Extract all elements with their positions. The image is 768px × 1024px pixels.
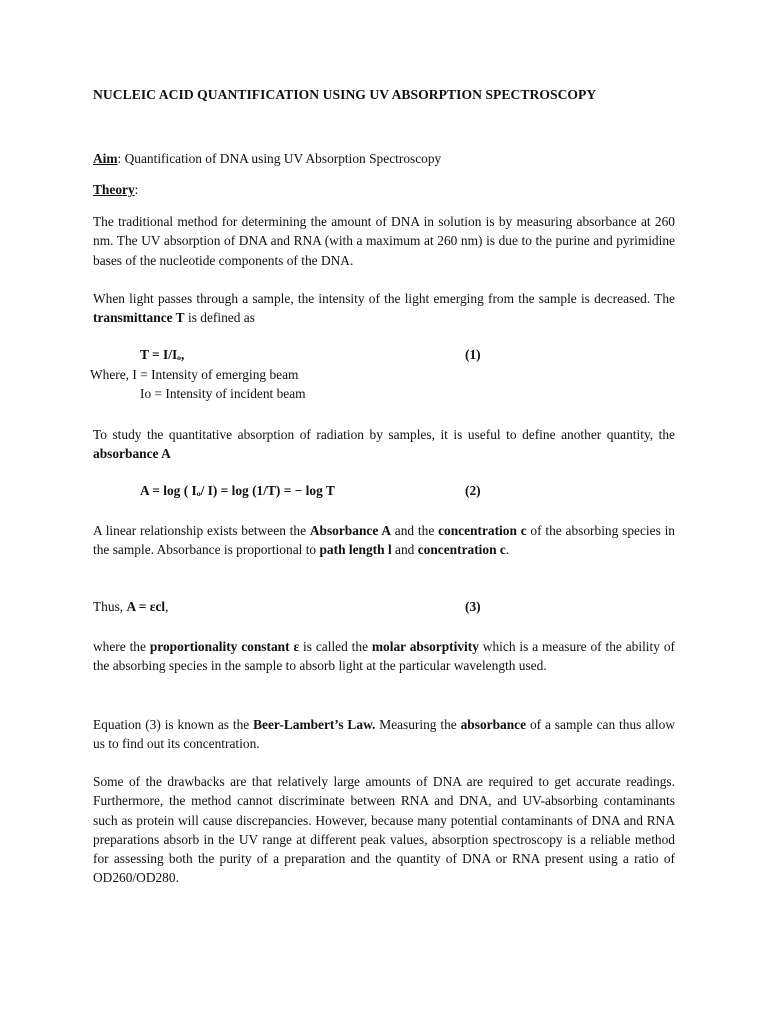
equation-3-expression: A = εcl — [126, 599, 166, 614]
term-absorbance: absorbance — [460, 717, 527, 732]
text-run: of the absorbing species in the sample. Absorbance is proportional to — [93, 523, 675, 558]
aim-line — [93, 151, 675, 167]
text-run: is called the — [299, 639, 372, 654]
equation-3-number: (3) — [465, 599, 481, 614]
equation-2-number: (2) — [465, 483, 481, 498]
equation-2 — [93, 483, 675, 503]
term-molar-absorptivity: molar absorptivity — [371, 639, 479, 654]
aim-label: Aim — [93, 151, 118, 166]
text-run: and — [391, 542, 418, 558]
paragraph-dna-measurement: The traditional method for determining the amount of DNA in solution is by measuring absorbance at 260 nm. The UV absorption of DNA and RNA (with a maximum at 260 nm) is due to the purine and pyrimidine bases of the nucleotide components of the DNA. — [93, 214, 675, 268]
page-title: NUCLEIC ACID QUANTIFICATION USING UV ABSORPTION SPECTROSCOPY — [93, 87, 597, 102]
term-beer-lambert-law: Beer-Lambert’s Law. — [253, 717, 376, 732]
paragraph-molar-absorptivity — [93, 637, 675, 676]
text-run: Measuring the — [375, 717, 461, 732]
text-run: , — [165, 599, 169, 614]
equation-1-expression: T = I/Iₒ, — [140, 347, 185, 362]
aim-text: : Quantification of DNA using UV Absorption Spectroscopy — [117, 151, 442, 166]
equation-1-number: (1) — [465, 347, 481, 362]
text-run: When light passes through a sample, the intensity of the light emerging from the sample is decreased. The — [93, 291, 675, 306]
theory-heading — [93, 182, 675, 198]
where-line-2: Io = Intensity of incident beam — [140, 386, 306, 401]
paragraph-absorbance — [93, 425, 675, 464]
paragraph-drawbacks: Some of the drawbacks are that relatively large amounts of DNA are required to get accurate readings. Furthermore, the method cannot discriminate between RNA and DNA, and UV-absorbing contaminants such as protein will cause discrepancies. However, because many potential contaminants of DNA and RNA preparations absorb in the UV range at different peak values, absorption spectroscopy is a reliable method for assessing both the purity of a preparation and the quantity of DNA or RNA present using a ratio of OD260/OD280. — [93, 774, 675, 886]
theory-label: Theory — [93, 182, 135, 197]
paragraph-beer-lambert — [93, 715, 675, 754]
term-transmittance: transmittance T — [93, 310, 185, 326]
term-absorbance-a: Absorbance A — [309, 523, 391, 538]
equation-3 — [93, 599, 675, 619]
text-run: of a sample can thus allow us to find out its concentration. — [93, 717, 675, 752]
text-run: is defined as — [184, 310, 255, 326]
text-run: and the — [391, 523, 439, 538]
equation-2-expression: A = log ( Iₒ/ I) = log (1/T) = − log T — [140, 483, 335, 498]
equation-3-line — [93, 599, 169, 615]
text-run: where the — [93, 639, 150, 654]
text-run: Thus, — [93, 599, 127, 614]
paragraph-linear-relationship — [93, 521, 675, 560]
term-proportionality-constant: proportionality constant ε — [149, 639, 300, 654]
equation-1 — [93, 347, 675, 367]
text-run: Equation (3) is known as the — [93, 717, 254, 732]
term-concentration: concentration c — [438, 523, 527, 538]
where-line-1: Where, I = Intensity of emerging beam — [90, 367, 299, 382]
term-concentration: concentration c — [417, 542, 506, 558]
text-run: A linear relationship exists between the — [93, 523, 310, 538]
paragraph-transmittance — [93, 289, 675, 328]
text-run: To study the quantitative absorption of radiation by samples, it is useful to define another quantity, the — [93, 427, 675, 442]
term-path-length: path length l — [319, 542, 392, 558]
theory-colon: : — [134, 182, 139, 197]
term-absorbance: absorbance A — [93, 446, 171, 462]
text-run: which is a measure of the ability of the absorbing species in the sample to absorb light at the particular wavelength used. — [93, 639, 675, 674]
text-run: . — [505, 542, 510, 558]
